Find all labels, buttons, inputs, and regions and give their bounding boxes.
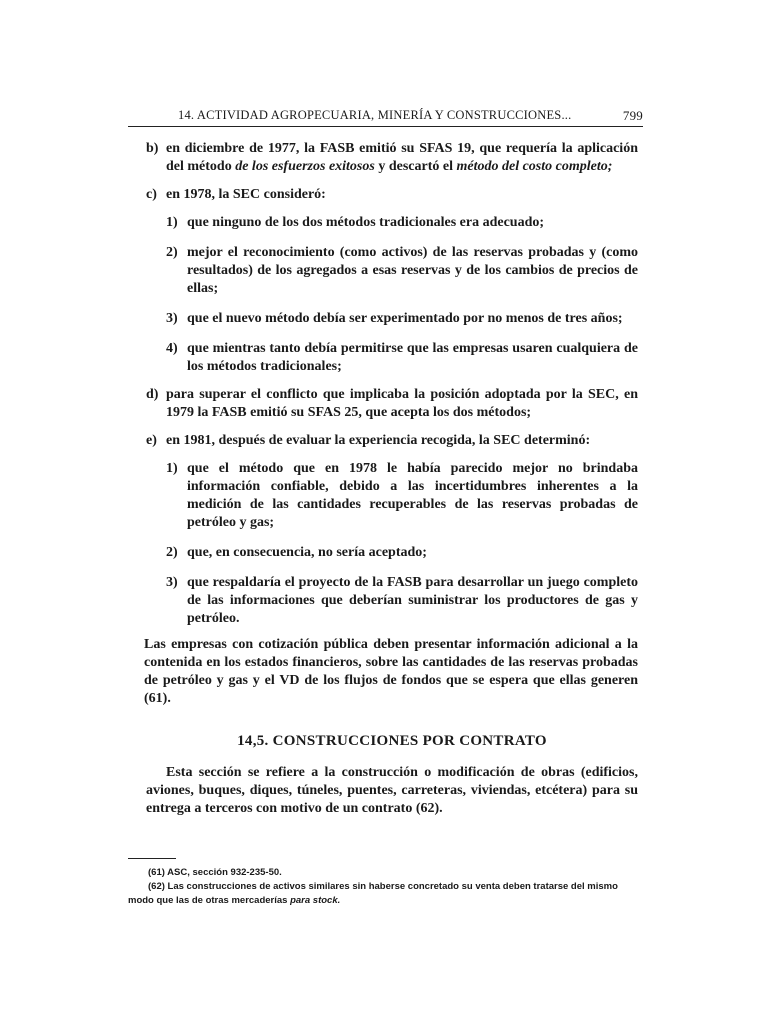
list-marker: b) <box>146 141 159 156</box>
list-text <box>166 140 638 176</box>
list-marker: 4) <box>166 341 178 356</box>
list-item-e2 <box>146 544 638 562</box>
footnotes <box>128 866 643 908</box>
text-run: y descartó el <box>378 159 453 174</box>
text-run: en diciembre de 1977, la FASB emitió su SFAS 19, que requería la aplicación del método <box>166 141 638 174</box>
footnote-rule <box>128 858 176 859</box>
list-marker: 1) <box>166 215 178 230</box>
list-marker: 2) <box>166 245 178 260</box>
list-text: que ninguno de los dos métodos tradicionales era adecuado; <box>187 215 545 230</box>
list-marker: 1) <box>166 461 178 476</box>
list-item-e3 <box>146 574 638 628</box>
italic-run: para stock. <box>290 895 341 906</box>
list-text: para superar el conflicto que implicaba la posición adoptada por la SEC, en 1979 la FASB emitió su SFAS 25, que acepta los dos métodos; <box>166 387 638 420</box>
list-text: en 1978, la SEC consideró: <box>166 187 326 202</box>
list-item-c3 <box>146 310 638 328</box>
chapter-title: 14. ACTIVIDAD AGROPECUARIA, MINERÍA Y CONSTRUCCIONES... <box>178 108 572 122</box>
list-item-c2 <box>146 244 638 298</box>
footnote-61: (61) ASC, sección 932-235-50. <box>148 867 282 878</box>
list-item-d <box>146 386 638 422</box>
list-item-c <box>146 186 638 204</box>
page-body <box>146 140 638 818</box>
text-run: (62) Las construcciones de activos similares sin haberse concretado su venta deben tratarse del mismo modo que las de otras mercaderías <box>128 881 618 906</box>
list-text: mejor el reconocimiento (como activos) de las reservas probadas y (como resultados) de los agregados a esas reservas y de los cambios de precios de ellas; <box>187 245 638 296</box>
list-text: que, en consecuencia, no sería aceptado; <box>187 545 427 560</box>
list-marker: d) <box>146 387 159 402</box>
page-number: 799 <box>622 108 643 123</box>
list-item-b <box>146 140 638 176</box>
list-item-e1 <box>146 460 638 532</box>
body-paragraph: Esta sección se refiere a la construcción o modificación de obras (edificios, aviones, buques, diques, túneles, puentes, carreteras, viviendas, etcétera) para su entrega a terceros con motivo de un contrato (62). <box>146 765 638 816</box>
header-rule <box>128 126 643 127</box>
list-text: que el nuevo método debía ser experimentado por no menos de tres años; <box>187 311 623 326</box>
list-marker: 3) <box>166 311 178 326</box>
italic-run: método del costo completo; <box>456 159 613 174</box>
italic-run: de los esfuerzos exitosos <box>235 159 375 174</box>
body-paragraph: Las empresas con cotización pública deben presentar información adicional a la contenida en los estados financieros, sobre las cantidades de las reservas probadas de petróleo y gas y el VD de los flujos de fondos que se espera que ellas generen (61). <box>144 637 638 706</box>
list-item-c1 <box>146 214 638 232</box>
list-text: que mientras tanto debía permitirse que las empresas usaren cualquiera de los métodos tradicionales; <box>187 341 638 374</box>
list-item-c4 <box>146 340 638 376</box>
list-marker: c) <box>146 187 157 202</box>
list-item-e <box>146 432 638 450</box>
list-text: en 1981, después de evaluar la experiencia recogida, la SEC determinó: <box>166 433 591 448</box>
list-text: que el método que en 1978 le había parecido mejor no brindaba información confiable, debido a las incertidumbres inherentes a la medición de las cantidades recuperables de las reservas probadas de petróleo y gas; <box>187 461 638 530</box>
list-text: que respaldaría el proyecto de la FASB para desarrollar un juego completo de las informaciones que deberían suministrar los productores de gas y petróleo. <box>187 575 638 626</box>
footnote-62 <box>128 880 643 908</box>
section-title: 14,5. CONSTRUCCIONES POR CONTRATO <box>237 733 547 749</box>
list-marker: e) <box>146 433 157 448</box>
list-marker: 3) <box>166 575 178 590</box>
list-marker: 2) <box>166 545 178 560</box>
